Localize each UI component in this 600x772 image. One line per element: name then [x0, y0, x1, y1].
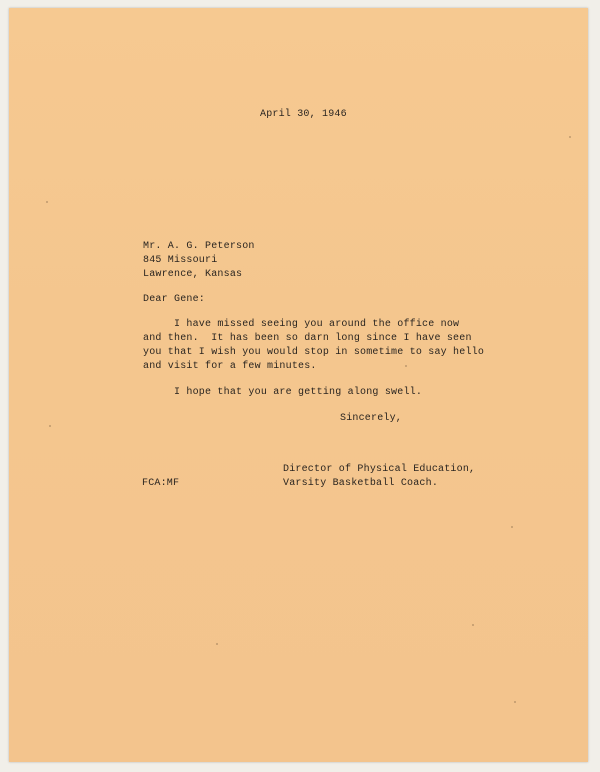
signature-title-1: Director of Physical Education,	[283, 464, 476, 475]
paper-speck	[49, 425, 51, 427]
letter-page	[9, 8, 588, 762]
paper-speck	[413, 352, 415, 354]
closing: Sincerely,	[340, 413, 403, 424]
paper-speck	[511, 526, 513, 528]
typist-initials: FCA:MF	[142, 478, 180, 489]
signature-title-2: Varsity Basketball Coach.	[283, 478, 439, 489]
paper-speck	[569, 136, 571, 138]
body-paragraph-2: I hope that you are getting along swell.	[143, 387, 423, 398]
paper-speck	[514, 701, 516, 703]
recipient-name: Mr. A. G. Peterson	[143, 241, 255, 252]
salutation: Dear Gene:	[143, 294, 206, 305]
paper-speck	[405, 365, 407, 367]
recipient-street: 845 Missouri	[143, 255, 218, 266]
body-line-3: you that I wish you would stop in sometime to say hello	[143, 347, 485, 358]
body-line-2: and then. It has been so darn long since I have seen	[143, 333, 472, 344]
paper-speck	[216, 643, 218, 645]
letter-date: April 30, 1946	[260, 109, 347, 120]
recipient-city: Lawrence, Kansas	[143, 269, 243, 280]
paper-speck	[46, 201, 48, 203]
body-line-4: and visit for a few minutes.	[143, 361, 317, 372]
paper-speck	[472, 624, 474, 626]
body-line-1: I have missed seeing you around the office now	[143, 319, 460, 330]
